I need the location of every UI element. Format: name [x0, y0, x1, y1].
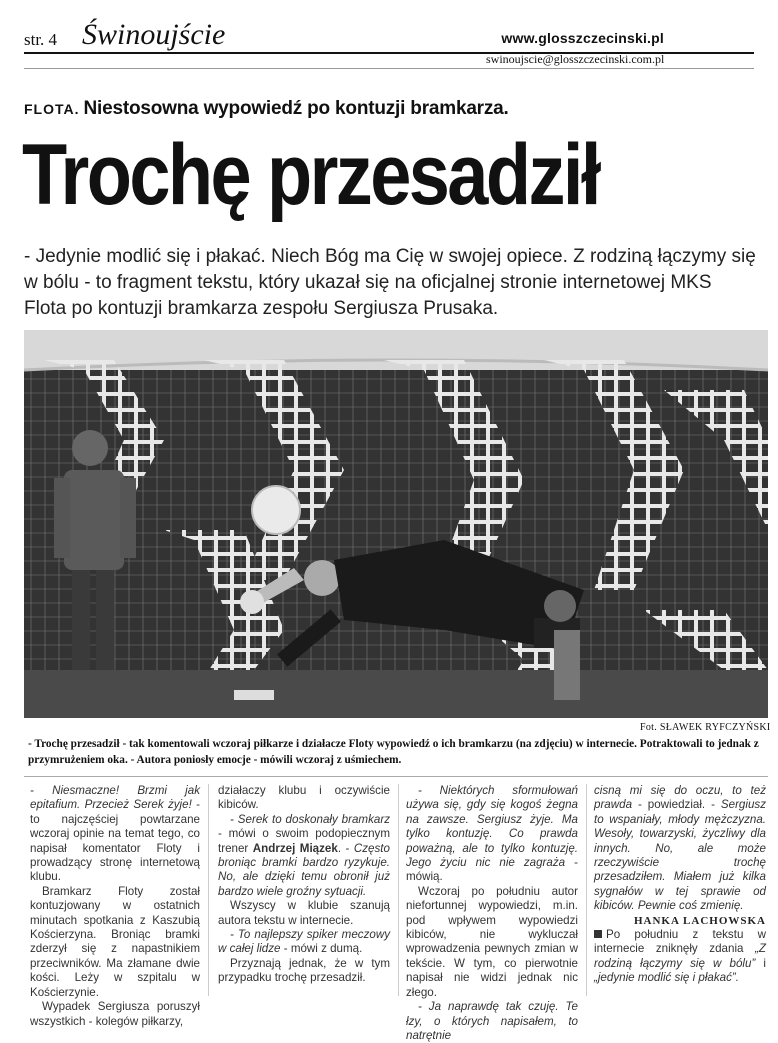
column-divider	[398, 784, 399, 996]
paragraph: - To najlepszy spiker meczowy w całej lidze - mówi z dumą.	[218, 928, 390, 956]
kicker-tag: FLOTA.	[24, 101, 80, 117]
text-column-2	[218, 784, 390, 986]
paragraph: Wczoraj po południu autor niefortunnej wypowiedzi, m.in. pod wpływem wypowiedzi kibiców, nie wykluczał wprowadzenia pewnych zmian w tekście. W tym, co pierwotnie napisał nie widzi jednak nic złego.	[406, 884, 578, 999]
square-bullet-icon	[594, 930, 602, 938]
paragraph: - Niektórych sformułowań używa się, gdy się kogoś żegna na zawsze. Sergiusz żyje. Ma tylko kontuzję. Co prawda poważną, ale to tylko kontuzję. Jego życiu nic nie zagraża - mówią.	[406, 784, 578, 884]
website-link[interactable]: www.glosszczecinski.pl	[501, 30, 664, 46]
paragraph: Wszyscy w klubie szanują autora tekstu w internecie.	[218, 899, 390, 927]
page-number: str. 4	[24, 30, 58, 49]
text-column-4	[594, 784, 766, 986]
photo-credit: Fot. SŁAWEK RYFCZYŃSKI	[640, 722, 771, 733]
caption-divider	[24, 776, 768, 777]
paragraph: - Serek to doskonały bramkarz - mówi o swoim podopiecznym trener Andrzej Miązek. - Często broniąc bramki bardzo ryzykuje. No, ale dzięki temu obronił już bardzo wiele groźny sytuacji.	[218, 812, 390, 898]
paragraph: Po południu z tekstu w internecie zniknęły zdania „Z rodziną łączymy się w bólu” i „jedynie modlić się i płakać”.	[594, 928, 766, 985]
article-photo	[24, 330, 768, 718]
paragraph: - Niesmaczne! Brzmi jak epitafium. Przecież Serek żyje! - to najczęściej powtarzane wczoraj opinie na temat tego, co napisał komentator Floty i prowadzący stronę internetową klubu.	[30, 784, 200, 884]
text-column-1	[30, 784, 200, 1029]
column-divider	[586, 784, 587, 996]
section-title: Świnoujście	[82, 18, 226, 51]
author-name: HANKA LACHOWSKA	[633, 914, 766, 927]
paragraph: Bramkarz Floty został kontuzjowany w ostatnich minutach spotkania z Kaszubią Kościerzyna. Broniąc bramki zderzył się z napastnikiem przeciwników. Ma złamane dwie kości. Leży w szpitalu w Kościerzynie.	[30, 884, 200, 999]
coach-name: Andrzej Miązek	[252, 841, 338, 855]
column-divider	[208, 784, 209, 996]
paragraph: cisną mi się do oczu, to też prawda - powiedział. - Sergiusz to wspaniały, młody mężczyzna. Wesoły, towarzyski, życzliwy dla innych. No, ale może rzeczywiście trochę przesadziłem. Miałem już kilka sygnałów w tej sprawie od kibiców. Pewnie coś zmienię.	[594, 784, 766, 913]
football	[252, 486, 300, 534]
paragraph: - Ja naprawdę tak czuję. Te łzy, o których napisałem, to natrętnie	[406, 1000, 578, 1042]
paragraph: działaczy klubu i oczywiście kibiców.	[218, 784, 390, 812]
photo-caption: - Trochę przesadził - tak komentowali wczoraj piłkarze i działacze Floty wypowiedź o ich bramkarzu (na zdjęciu) w internecie. Potraktowali to jednak z przymrużeniem oka. - Autora poniosły emocje - mówili wczoraj z uśmiechem.	[28, 738, 759, 766]
paragraph: Przyznają jednak, że w tym przypadku trochę przesadził.	[218, 956, 390, 985]
paragraph: Wypadek Sergiusza poruszył wszystkich - kolegów piłkarzy,	[30, 1000, 200, 1028]
article-lead: - Jedynie modlić się i płakać. Niech Bóg ma Cię w swojej opiece. Z rodziną łączymy się w bólu - to fragment tekstu, który ukazał się na oficjalnej stronie internetowej MKS Flota po kontuzji bramkarza zespołu Sergiusza Prusaka.	[24, 246, 756, 319]
kicker-text: Niestosowna wypowiedź po kontuzji bramkarza.	[83, 98, 509, 119]
article-kicker	[24, 98, 509, 120]
article-headline: Trochę przesadził	[22, 127, 599, 223]
email-address[interactable]: swinoujscie@glosszczecinski.com.pl	[486, 52, 665, 66]
text-column-3	[406, 784, 578, 1043]
top-divider	[24, 68, 754, 69]
